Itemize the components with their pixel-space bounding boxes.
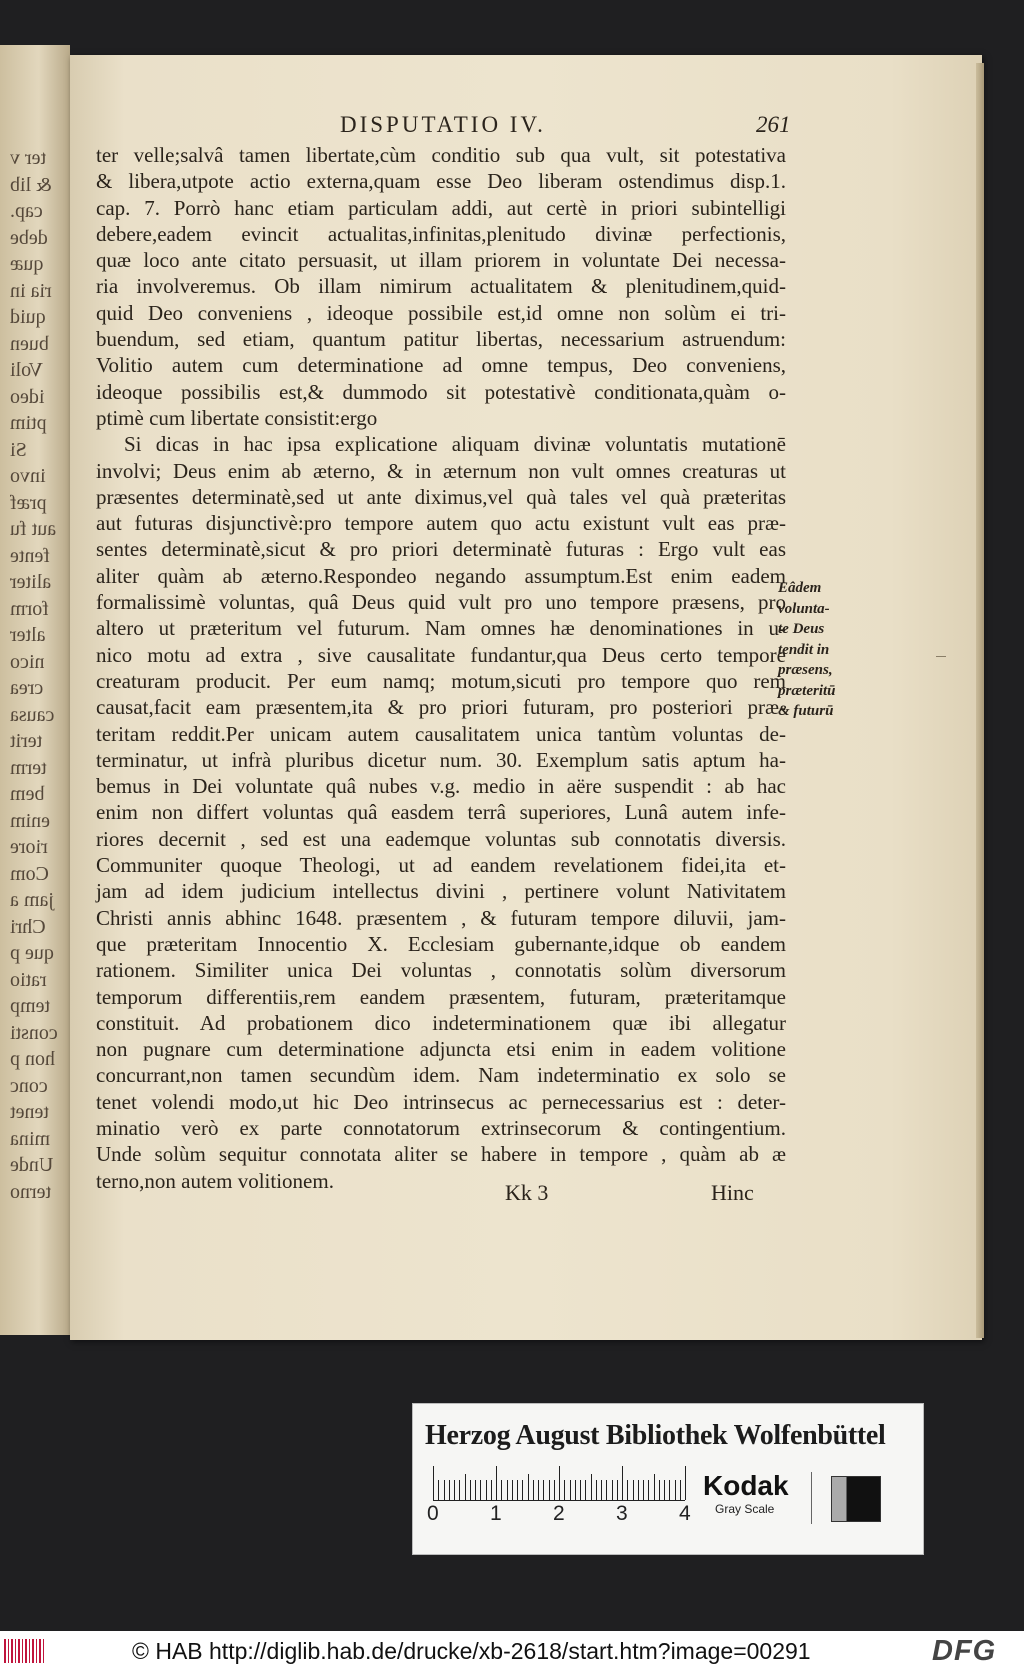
ruler-tick bbox=[675, 1480, 676, 1500]
source-credit[interactable]: © HAB http://diglib.hab.de/drucke/xb-2618/start.htm?image=00291 bbox=[132, 1638, 811, 1664]
ruler-tick bbox=[648, 1480, 649, 1500]
ruler-tick bbox=[470, 1480, 471, 1500]
ruler-tick bbox=[449, 1480, 450, 1500]
ruler-tick bbox=[528, 1474, 529, 1500]
ruler-tick bbox=[596, 1480, 597, 1500]
ruler-tick bbox=[438, 1480, 439, 1500]
text-line: bemus in Dei voluntate quâ nubes v.g. medio in aëre suspendit : ab hac bbox=[96, 774, 786, 799]
text-line: ria involveremus. Ob illam nimirum actualitatem & plenitudinem,quid- bbox=[96, 274, 786, 299]
facing-text-fragment: ideo bbox=[10, 385, 45, 408]
ruler-tick bbox=[475, 1480, 476, 1500]
text-line: Si dicas in hac ipsa explicatione aliquam divinæ voluntatis mutationē bbox=[124, 432, 786, 457]
ruler-tick bbox=[512, 1480, 513, 1500]
text-line: enim non differt voluntas quâ easdem terrâ superiores, Lunâ autem infe- bbox=[96, 800, 786, 825]
text-line: buendum, sed etiam, quantum patitur libertas, necessarium astruendum: bbox=[96, 327, 786, 352]
text-line: temporum differentiis,rem eandem præsentem, futuram, præteritamque bbox=[96, 984, 786, 1009]
ruler-tick bbox=[564, 1480, 565, 1500]
ruler-tick bbox=[638, 1480, 639, 1500]
ruler-ticks bbox=[433, 1466, 685, 1501]
ruler-tick bbox=[664, 1480, 665, 1500]
margin-note-line: tendit in bbox=[778, 641, 830, 658]
ruler-tick bbox=[633, 1480, 634, 1500]
facing-page-edge bbox=[0, 45, 70, 1335]
text-line: minatio verò ex parte connotatorum extrinsecorum & contingentium. bbox=[96, 1115, 786, 1140]
text-line: sentes determinatè,sicut & pro priori determinatè futuras : Ergo vult eas bbox=[96, 537, 786, 562]
text-line: ideoque possibilis est,& dummodo sit potestativè conditionata,quàm o- bbox=[96, 379, 786, 404]
ruler-tick bbox=[585, 1480, 586, 1500]
ruler-tick bbox=[480, 1480, 481, 1500]
facing-text-fragment: Com bbox=[10, 862, 49, 885]
text-line: ptimè cum libertate consistit:ergo bbox=[96, 405, 378, 430]
ruler-tick bbox=[575, 1480, 576, 1500]
ruler-tick bbox=[643, 1480, 644, 1500]
kodak-brand: Kodak bbox=[703, 1470, 789, 1501]
color-calibration-card bbox=[412, 1403, 924, 1555]
kodak-label bbox=[703, 1470, 789, 1516]
facing-text-fragment: jam a bbox=[10, 889, 54, 911]
ruler-tick bbox=[617, 1480, 618, 1500]
facing-text-fragment: terno bbox=[10, 1180, 52, 1203]
text-line: quæ loco ante citato persuasit, ut illam priorem in voluntate Dei necessa- bbox=[96, 248, 786, 273]
ruler-tick bbox=[627, 1480, 628, 1500]
ruler-tick bbox=[459, 1480, 460, 1500]
text-line: altero ut præteritum vel futurum. Nam omnes hæ denominationes in u- bbox=[96, 616, 786, 641]
facing-text-fragment: cap. bbox=[10, 200, 43, 222]
margin-note-line: Eâdem bbox=[778, 580, 822, 596]
text-line: non pugnare cum determinatione adjuncta etsi enim in eadem volitione bbox=[96, 1037, 786, 1062]
facing-text-fragment: quæ bbox=[10, 253, 44, 275]
facing-text-fragment: Chri bbox=[10, 915, 46, 938]
text-line: tenet volendi modo,ut hic Deo intrinsecus ac pernecessarius est : deter- bbox=[96, 1089, 786, 1114]
ruler-tick bbox=[496, 1466, 497, 1500]
ruler-tick bbox=[612, 1480, 613, 1500]
ruler-tick bbox=[538, 1480, 539, 1500]
ruler-tick bbox=[669, 1480, 670, 1500]
facing-text-fragment: ratio bbox=[10, 968, 47, 991]
facing-text-fragment: term bbox=[10, 756, 47, 779]
ruler-tick bbox=[685, 1466, 686, 1500]
ruler-tick bbox=[444, 1480, 445, 1500]
margin-note bbox=[778, 578, 858, 722]
facing-text-fragment: que p bbox=[10, 942, 54, 964]
margin-note-line: præsens, bbox=[778, 662, 833, 678]
text-line: quid Deo conveniens , ideoque possibile est,id omne non solùm ei tri- bbox=[96, 300, 786, 325]
facing-text-fragment: causa bbox=[10, 703, 55, 726]
card-divider bbox=[811, 1472, 812, 1524]
page-edge-shadow bbox=[976, 63, 984, 1338]
ruler-tick bbox=[433, 1466, 434, 1500]
facing-text-fragment: invo bbox=[10, 465, 46, 487]
ruler-tick bbox=[507, 1480, 508, 1500]
text-line: debere,eadem evincit actualitas,infinitas,plenitudo divinæ perfectionis, bbox=[96, 221, 786, 246]
gray-swatch bbox=[831, 1476, 881, 1522]
facing-text-fragment: Voli bbox=[10, 359, 43, 381]
facing-text-fragment: tenet bbox=[10, 1101, 49, 1123]
facing-text-fragment: terit bbox=[10, 730, 43, 752]
text-line: Volitio autem cum determinatione ad omne tempus, Deo conveniens, bbox=[96, 353, 786, 378]
text-line: jam ad idem judicium intellectus divini , pertinere volunt Nativitatem bbox=[96, 879, 786, 904]
ruler-tick bbox=[554, 1480, 555, 1500]
text-line: causat,facit eam præsentem,ita & pro priori futuram, pro posteriori præ- bbox=[96, 695, 786, 720]
text-line: rationem. Similiter unica Dei voluntas , connotatis solùm diversorum bbox=[96, 958, 786, 983]
facing-text-fragment: temp bbox=[10, 995, 50, 1017]
facing-text-fragment: enim bbox=[10, 809, 50, 832]
ruler-number: 2 bbox=[553, 1502, 565, 1525]
facing-page-text bbox=[10, 145, 70, 1205]
ruler-tick bbox=[517, 1480, 518, 1500]
text-line: & libera,utpote actio externa,quam esse Deo liberam ostendimus disp.1. bbox=[96, 169, 786, 194]
text-line: cap. 7. Porrò hanc etiam particulam addi, aut certè in priori subintelligi bbox=[96, 195, 786, 220]
ruler-tick bbox=[606, 1480, 607, 1500]
facing-text-fragment: Unde bbox=[10, 1154, 54, 1176]
text-line: terminatur, ut infrà pluribus dicetur num. 30. Exemplum satis aptum ha- bbox=[96, 747, 786, 772]
catchword: Hinc bbox=[711, 1180, 754, 1205]
margin-note-line: & futurū bbox=[778, 703, 834, 719]
ruler-tick bbox=[601, 1480, 602, 1500]
ruler-tick bbox=[454, 1480, 455, 1500]
dfg-logo: DFG bbox=[932, 1635, 997, 1667]
facing-text-fragment: aliter bbox=[10, 571, 52, 593]
ruler-tick bbox=[486, 1480, 487, 1500]
ruler-tick bbox=[465, 1474, 466, 1500]
ruler-tick bbox=[680, 1480, 681, 1500]
facing-text-fragment: nico bbox=[10, 650, 45, 673]
ruler-tick bbox=[654, 1474, 655, 1500]
margin-note-line: volunta- bbox=[778, 600, 830, 617]
text-line: nico motu ad extra , sive causalitate fundantur,qua Deus certo tempore bbox=[96, 642, 786, 667]
scale-ruler bbox=[425, 1466, 695, 1525]
kodak-subtitle: Gray Scale bbox=[715, 1502, 775, 1516]
facing-text-fragment: quid bbox=[10, 306, 46, 328]
edge-mark bbox=[936, 656, 946, 657]
ruler-tick bbox=[522, 1480, 523, 1500]
facing-text-fragment: hon p bbox=[10, 1048, 55, 1070]
facing-text-fragment: fente bbox=[10, 544, 50, 567]
page-number: 261 bbox=[756, 112, 791, 137]
text-line: Communiter quoque Theologi, ut ad eandem revelationem fidei,ita et- bbox=[96, 853, 786, 878]
ruler-tick bbox=[622, 1466, 623, 1500]
text-line: aliter quàm ab æterno.Respondeo negando assumptum.Est enim eadem bbox=[96, 563, 786, 588]
facing-text-fragment: Si bbox=[10, 438, 27, 461]
ruler-tick bbox=[580, 1480, 581, 1500]
text-line: involvi; Deus enim ab æterno, & in æternum non vult omnes creaturas ut bbox=[96, 458, 786, 483]
facing-text-fragment: debe bbox=[10, 226, 48, 249]
facing-text-fragment: form bbox=[10, 597, 49, 620]
text-line: Christi annis abhinc 1648. præsentem , & futuram tempore diluvii, jam- bbox=[96, 905, 786, 930]
facing-text-fragment: buen bbox=[10, 332, 49, 355]
text-line: riores decernit , sed est una eademque voluntas sub connotatis diversis. bbox=[96, 826, 786, 851]
text-line: concurrant,non tamen secundùm idem. Nam indeterminatio ex solo se bbox=[96, 1063, 786, 1088]
body-text bbox=[96, 142, 786, 1194]
text-line: Unde solùm sequitur connotata aliter se habere in tempore , quàm ab æ bbox=[96, 1142, 786, 1167]
facing-text-fragment: ria in bbox=[10, 279, 52, 302]
facing-text-fragment: ter v bbox=[10, 147, 47, 169]
ruler-tick bbox=[543, 1480, 544, 1500]
ruler-tick bbox=[570, 1480, 571, 1500]
ruler-tick bbox=[491, 1480, 492, 1500]
text-line: que præteritam Innocentio X. Ecclesiam gubernante,idque ob eandem bbox=[96, 931, 786, 956]
viewer-footer bbox=[0, 1631, 1024, 1671]
text-line: teritam reddit.Per unicam autem causalitatem unica tantùm voluntas de- bbox=[96, 721, 786, 746]
text-line: formalissimè voluntas, quâ Deus quid vult pro uno tempore præsens, pro bbox=[96, 590, 786, 615]
facing-text-fragment: conc bbox=[10, 1074, 48, 1097]
facing-text-fragment: alter bbox=[10, 624, 46, 646]
text-line: præsentes determinatè,sed ut ante diximus,vel quà tales vel quà præteritas bbox=[96, 484, 786, 509]
ruler-tick bbox=[549, 1480, 550, 1500]
ruler-number: 3 bbox=[616, 1502, 628, 1525]
facing-text-fragment: aut fu bbox=[10, 518, 57, 540]
ruler-tick bbox=[591, 1474, 592, 1500]
ruler-tick bbox=[533, 1480, 534, 1500]
facing-text-fragment: ptim bbox=[10, 412, 47, 434]
text-line: creaturam producit. Per eum namq; motum,sicuti pro tempore quo rem bbox=[96, 668, 786, 693]
running-head: DISPUTATIO IV. bbox=[340, 112, 546, 137]
signature-mark: Kk 3 bbox=[505, 1180, 549, 1205]
text-line: aut futuras disjunctivè:pro tempore autem quo actu existunt vult eas præ- bbox=[96, 511, 786, 536]
ruler-number: 0 bbox=[427, 1502, 439, 1525]
ruler-number: 4 bbox=[679, 1502, 691, 1525]
text-line: terno,non autem volitionem. bbox=[96, 1168, 334, 1193]
library-name: Herzog August Bibliothek Wolfenbüttel bbox=[425, 1420, 886, 1451]
ruler-tick bbox=[501, 1480, 502, 1500]
facing-text-fragment: consti bbox=[10, 1021, 58, 1044]
text-line: constituit. Ad probationem dico indeterminationem quæ ibi allegatur bbox=[96, 1010, 786, 1035]
ruler-tick bbox=[559, 1466, 560, 1500]
facing-text-fragment: & lib bbox=[10, 173, 52, 196]
facing-text-fragment: mina bbox=[10, 1127, 50, 1150]
margin-note-line: te Deus bbox=[778, 621, 825, 637]
ruler-tick bbox=[659, 1480, 660, 1500]
margin-note-line: præteritū bbox=[778, 682, 836, 699]
facing-text-fragment: crea bbox=[10, 677, 44, 699]
facing-text-fragment: riore bbox=[10, 836, 48, 858]
ruler-number: 1 bbox=[490, 1502, 502, 1525]
barcode-icon bbox=[4, 1639, 46, 1663]
text-line: ter velle;salvâ tamen libertate,cùm conditio sub qua vult, sit potestativa bbox=[96, 143, 786, 167]
facing-text-fragment: bem bbox=[10, 783, 45, 805]
facing-text-fragment: præf bbox=[10, 491, 47, 514]
